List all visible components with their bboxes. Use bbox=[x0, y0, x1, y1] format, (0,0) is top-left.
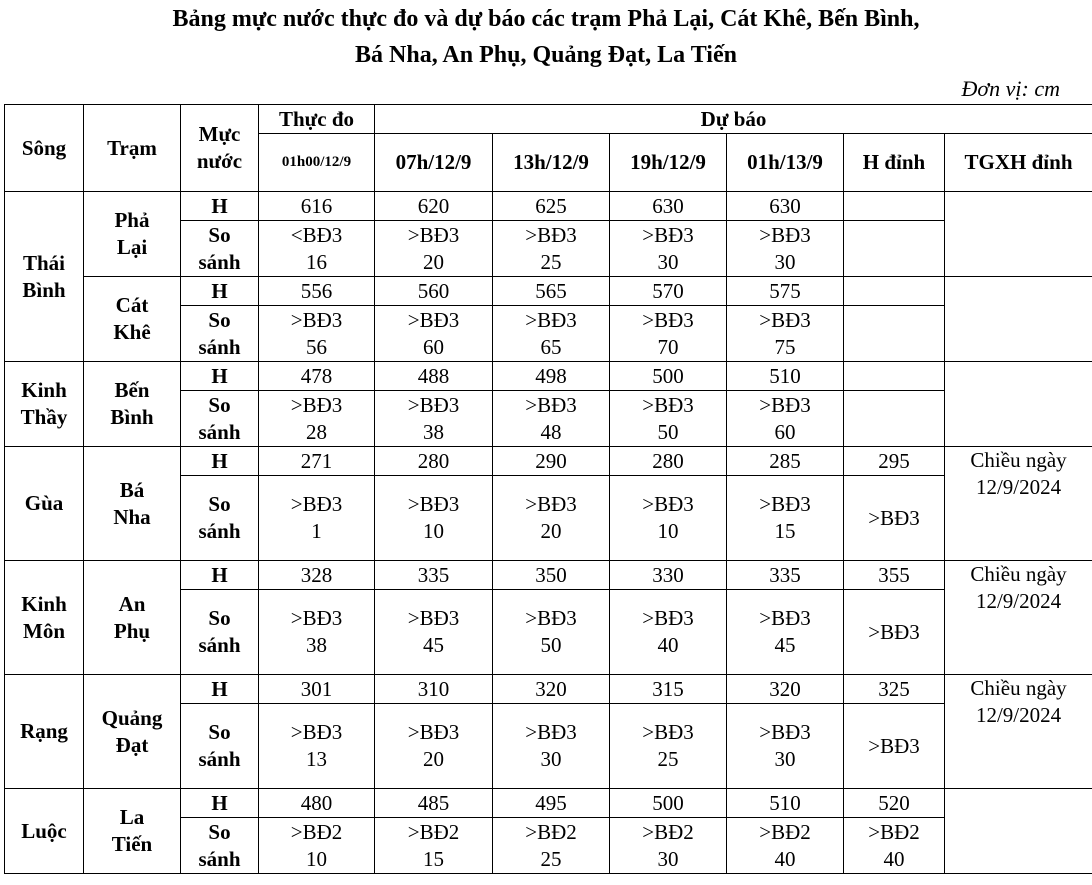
compare-value-line: >BĐ3 bbox=[290, 392, 343, 417]
compare-value-line: >BĐ3 bbox=[290, 492, 343, 516]
compare-value-line: >BĐ3 bbox=[407, 307, 460, 332]
tgxh-value bbox=[945, 789, 1092, 874]
compare-value-line: >BĐ2 bbox=[407, 819, 460, 844]
tgxh-value bbox=[945, 675, 1092, 789]
label-h: H bbox=[181, 192, 259, 221]
station-name-line: Cát bbox=[115, 293, 149, 317]
tgxh-line: Chiều ngày bbox=[970, 676, 1067, 700]
compare-value-line: 60 bbox=[423, 334, 444, 359]
river-name-line: Kinh bbox=[21, 378, 67, 402]
river-name bbox=[5, 561, 84, 675]
header-time-3: 19h/12/9 bbox=[610, 134, 727, 192]
station-name-line: Bá bbox=[119, 477, 145, 502]
compare-value bbox=[493, 476, 610, 561]
label-so-sanh-line: So bbox=[208, 222, 231, 247]
compare-dinh-value bbox=[844, 221, 945, 277]
river-name-line: Thái bbox=[22, 250, 66, 275]
h-value: 630 bbox=[610, 192, 727, 221]
h-value: 570 bbox=[610, 277, 727, 306]
compare-value-line: 1 bbox=[311, 519, 322, 543]
label-so-sanh-line: sánh bbox=[198, 633, 241, 657]
h-value: 480 bbox=[259, 789, 375, 818]
compare-value bbox=[493, 590, 610, 675]
h-value: 335 bbox=[727, 561, 844, 590]
h-value: 478 bbox=[259, 362, 375, 391]
compare-dinh-value bbox=[844, 391, 945, 447]
label-so-sanh-line: sánh bbox=[198, 846, 241, 871]
compare-value bbox=[259, 391, 375, 447]
h-value: 335 bbox=[375, 561, 493, 590]
table-row bbox=[5, 277, 1092, 306]
compare-value-line: 30 bbox=[540, 747, 562, 771]
h-dinh-value bbox=[844, 362, 945, 391]
compare-value-line: 56 bbox=[306, 334, 327, 359]
compare-value-line: >BĐ3 bbox=[290, 606, 343, 630]
tgxh-line: 12/9/2024 bbox=[975, 703, 1062, 727]
river-name-line: Gùa bbox=[24, 491, 64, 515]
compare-value-line: >BĐ3 bbox=[525, 392, 577, 417]
h-value: 320 bbox=[727, 675, 844, 704]
h-value: 556 bbox=[259, 277, 375, 306]
compare-value-line: >BĐ3 bbox=[759, 307, 811, 332]
label-so-sanh bbox=[181, 704, 259, 789]
header-du-bao: Dự báo bbox=[375, 105, 1092, 134]
h-value: 350 bbox=[493, 561, 610, 590]
h-value: 620 bbox=[375, 192, 493, 221]
table-row bbox=[5, 192, 1092, 221]
h-value: 485 bbox=[375, 789, 493, 818]
compare-value bbox=[727, 391, 844, 447]
compare-value bbox=[727, 221, 844, 277]
compare-value-line: 30 bbox=[774, 747, 796, 771]
label-so-sanh bbox=[181, 590, 259, 675]
compare-value-line: >BĐ3 bbox=[290, 720, 343, 744]
station-name bbox=[84, 447, 181, 561]
compare-value bbox=[727, 476, 844, 561]
compare-value bbox=[493, 704, 610, 789]
h-value: 495 bbox=[493, 789, 610, 818]
tgxh-value bbox=[945, 192, 1092, 277]
compare-value-line: >BĐ2 bbox=[525, 819, 577, 844]
station-name-line: Lại bbox=[116, 235, 148, 259]
compare-value-line: 38 bbox=[306, 633, 327, 657]
river-name-line: Bình bbox=[22, 277, 66, 302]
header-time-4: 01h/13/9 bbox=[727, 134, 844, 192]
river-name-line: Thầy bbox=[20, 405, 68, 429]
h-value: 575 bbox=[727, 277, 844, 306]
compare-value-line: 40 bbox=[774, 846, 796, 871]
tgxh-value bbox=[945, 561, 1092, 675]
label-h: H bbox=[181, 789, 259, 818]
h-value: 510 bbox=[727, 789, 844, 818]
compare-value bbox=[259, 704, 375, 789]
compare-value-line: >BĐ3 bbox=[642, 606, 694, 630]
label-so-sanh-line: sánh bbox=[198, 334, 241, 359]
label-so-sanh-line: So bbox=[208, 307, 231, 332]
station-name bbox=[84, 675, 181, 789]
h-value: 510 bbox=[727, 362, 844, 391]
compare-value bbox=[375, 306, 493, 362]
table-title-line-2: Bá Nha, An Phụ, Quảng Đạt, La Tiến bbox=[355, 42, 737, 68]
tgxh-value bbox=[945, 447, 1092, 561]
label-so-sanh-line: So bbox=[208, 392, 231, 417]
compare-dinh-value: >BĐ3 bbox=[844, 590, 945, 675]
tgxh-line: 12/9/2024 bbox=[975, 475, 1062, 499]
compare-value-line: 38 bbox=[423, 419, 444, 444]
compare-value-line: 25 bbox=[540, 846, 562, 871]
compare-value-line: 30 bbox=[657, 846, 679, 871]
header-tgxh-dinh: TGXH đỉnh bbox=[945, 134, 1092, 192]
h-value: 271 bbox=[259, 447, 375, 476]
station-name-line: Bến bbox=[114, 378, 150, 402]
compare-value bbox=[259, 590, 375, 675]
compare-value-line: 50 bbox=[657, 419, 679, 444]
label-so-sanh bbox=[181, 391, 259, 447]
h-dinh-value bbox=[844, 192, 945, 221]
compare-value-line: 28 bbox=[306, 419, 327, 444]
station-name-line: Đạt bbox=[115, 732, 149, 757]
label-so-sanh-line: So bbox=[208, 492, 231, 516]
label-so-sanh bbox=[181, 476, 259, 561]
compare-value bbox=[727, 704, 844, 789]
compare-value bbox=[375, 704, 493, 789]
table-row bbox=[5, 789, 1092, 818]
table-row bbox=[5, 447, 1092, 476]
tgxh-line: 12/9/2024 bbox=[975, 589, 1062, 613]
compare-value bbox=[493, 221, 610, 277]
header-muc-nuoc: Mực nước bbox=[181, 105, 259, 192]
compare-value bbox=[610, 476, 727, 561]
compare-value-line: >BĐ3 bbox=[407, 222, 460, 247]
compare-value bbox=[375, 391, 493, 447]
compare-value-line: >BĐ3 bbox=[642, 222, 694, 247]
compare-value-line: 50 bbox=[540, 633, 562, 657]
compare-value bbox=[259, 476, 375, 561]
header-row-1 bbox=[5, 105, 1092, 134]
table-body bbox=[5, 192, 1092, 874]
compare-value bbox=[610, 221, 727, 277]
h-dinh-value: 325 bbox=[844, 675, 945, 704]
compare-value-line: >BĐ3 bbox=[759, 222, 811, 247]
label-h: H bbox=[181, 675, 259, 704]
h-value: 315 bbox=[610, 675, 727, 704]
label-so-sanh-line: So bbox=[208, 606, 231, 630]
station-name bbox=[84, 192, 181, 277]
compare-value bbox=[610, 306, 727, 362]
river-name bbox=[5, 362, 84, 447]
h-value: 488 bbox=[375, 362, 493, 391]
h-value: 498 bbox=[493, 362, 610, 391]
compare-value-line: >BĐ3 bbox=[525, 606, 577, 630]
tgxh-value bbox=[945, 277, 1092, 362]
compare-value-line: 20 bbox=[540, 519, 562, 543]
compare-dinh-line: 40 bbox=[883, 846, 905, 871]
compare-value-line: >BĐ3 bbox=[642, 307, 694, 332]
river-name-line: Rạng bbox=[20, 719, 68, 743]
compare-value-line: >BĐ3 bbox=[759, 606, 811, 630]
compare-value-line: 45 bbox=[423, 633, 444, 657]
station-name-line: Khê bbox=[113, 320, 151, 344]
compare-dinh-value: >BĐ3 bbox=[844, 704, 945, 789]
compare-value-line: 16 bbox=[306, 249, 327, 274]
station-name bbox=[84, 789, 181, 874]
compare-value-line: 70 bbox=[657, 334, 679, 359]
compare-value-line: 20 bbox=[423, 249, 444, 274]
h-value: 560 bbox=[375, 277, 493, 306]
h-value: 280 bbox=[375, 447, 493, 476]
compare-value bbox=[375, 818, 493, 874]
compare-value-line: >BĐ3 bbox=[290, 307, 343, 332]
tgxh-value bbox=[945, 362, 1092, 447]
compare-value-line: >BĐ2 bbox=[290, 819, 343, 844]
label-so-sanh-line: So bbox=[208, 819, 231, 844]
compare-value bbox=[610, 391, 727, 447]
compare-value-line: 40 bbox=[657, 633, 679, 657]
table-row bbox=[5, 362, 1092, 391]
station-name-line: Quảng bbox=[101, 705, 163, 730]
compare-value bbox=[727, 590, 844, 675]
compare-value-line: 60 bbox=[774, 419, 796, 444]
label-h: H bbox=[181, 277, 259, 306]
unit-label: Đơn vị: cm bbox=[961, 76, 1060, 101]
header-thuc-do: Thực đo bbox=[259, 105, 375, 134]
compare-value bbox=[259, 221, 375, 277]
table-row bbox=[5, 675, 1092, 704]
h-value: 630 bbox=[727, 192, 844, 221]
compare-value-line: <BĐ3 bbox=[290, 222, 343, 247]
compare-value bbox=[375, 590, 493, 675]
compare-dinh-value bbox=[844, 306, 945, 362]
label-so-sanh bbox=[181, 818, 259, 874]
h-value: 328 bbox=[259, 561, 375, 590]
compare-value bbox=[493, 391, 610, 447]
compare-value-line: >BĐ3 bbox=[642, 392, 694, 417]
compare-value-line: 10 bbox=[306, 846, 327, 871]
river-name bbox=[5, 192, 84, 362]
compare-value-line: >BĐ3 bbox=[525, 720, 577, 744]
h-value: 330 bbox=[610, 561, 727, 590]
compare-value-line: 75 bbox=[774, 334, 796, 359]
h-value: 320 bbox=[493, 675, 610, 704]
compare-value bbox=[259, 818, 375, 874]
compare-value bbox=[610, 704, 727, 789]
compare-value bbox=[610, 590, 727, 675]
compare-value-line: >BĐ3 bbox=[642, 720, 694, 744]
compare-value-line: >BĐ3 bbox=[407, 392, 460, 417]
label-so-sanh-line: sánh bbox=[198, 419, 241, 444]
h-dinh-value: 520 bbox=[844, 789, 945, 818]
h-value: 500 bbox=[610, 362, 727, 391]
compare-value-line: >BĐ3 bbox=[407, 492, 460, 516]
h-value: 616 bbox=[259, 192, 375, 221]
compare-value-line: 48 bbox=[540, 419, 562, 444]
compare-value-line: 10 bbox=[423, 519, 444, 543]
h-value: 625 bbox=[493, 192, 610, 221]
header-h-dinh: H đỉnh bbox=[844, 134, 945, 192]
compare-value-line: 15 bbox=[774, 519, 796, 543]
compare-value-line: >BĐ3 bbox=[407, 720, 460, 744]
river-name bbox=[5, 447, 84, 561]
compare-value bbox=[375, 476, 493, 561]
h-value: 310 bbox=[375, 675, 493, 704]
compare-value-line: 15 bbox=[423, 846, 444, 871]
compare-value bbox=[375, 221, 493, 277]
compare-value-line: 13 bbox=[306, 747, 327, 771]
compare-value-line: >BĐ3 bbox=[525, 307, 577, 332]
station-name bbox=[84, 561, 181, 675]
label-so-sanh-line: sánh bbox=[198, 747, 241, 771]
header-song: Sông bbox=[5, 105, 84, 192]
label-h: H bbox=[181, 362, 259, 391]
water-level-table bbox=[4, 104, 1092, 874]
label-so-sanh-line: sánh bbox=[198, 519, 241, 543]
station-name-line: Nha bbox=[113, 504, 151, 529]
compare-value-line: >BĐ2 bbox=[759, 819, 811, 844]
river-name-line: Luộc bbox=[21, 818, 67, 843]
compare-value-line: 30 bbox=[657, 249, 679, 274]
station-name-line: Tiến bbox=[111, 832, 153, 856]
header-tram: Trạm bbox=[84, 105, 181, 192]
label-so-sanh bbox=[181, 306, 259, 362]
compare-dinh-line: >BĐ2 bbox=[868, 819, 920, 844]
river-name-line: Kinh bbox=[21, 591, 67, 616]
label-h: H bbox=[181, 561, 259, 590]
label-so-sanh-line: sánh bbox=[198, 249, 241, 274]
tgxh-line: Chiều ngày bbox=[970, 562, 1067, 586]
label-so-sanh bbox=[181, 221, 259, 277]
compare-value-line: >BĐ3 bbox=[759, 492, 811, 516]
compare-dinh-value: >BĐ3 bbox=[844, 476, 945, 561]
station-name bbox=[84, 362, 181, 447]
station-name-line: Phụ bbox=[113, 618, 151, 643]
h-value: 301 bbox=[259, 675, 375, 704]
river-name bbox=[5, 789, 84, 874]
table-row bbox=[5, 561, 1092, 590]
header-time-1: 07h/12/9 bbox=[375, 134, 493, 192]
station-name-line: An bbox=[118, 591, 146, 616]
compare-value-line: >BĐ3 bbox=[759, 720, 811, 744]
compare-value bbox=[259, 306, 375, 362]
compare-value-line: 30 bbox=[774, 249, 796, 274]
river-name-line: Môn bbox=[23, 618, 65, 643]
compare-value bbox=[727, 306, 844, 362]
compare-value-line: >BĐ3 bbox=[642, 492, 694, 516]
compare-value-line: 45 bbox=[774, 633, 796, 657]
h-dinh-value bbox=[844, 277, 945, 306]
label-h: H bbox=[181, 447, 259, 476]
compare-value-line: 65 bbox=[540, 334, 562, 359]
compare-value bbox=[610, 818, 727, 874]
river-name bbox=[5, 675, 84, 789]
compare-value-line: 25 bbox=[657, 747, 679, 771]
compare-value bbox=[727, 818, 844, 874]
h-value: 565 bbox=[493, 277, 610, 306]
compare-value-line: 25 bbox=[540, 249, 562, 274]
compare-value-line: 10 bbox=[657, 519, 679, 543]
h-dinh-value: 295 bbox=[844, 447, 945, 476]
h-dinh-value: 355 bbox=[844, 561, 945, 590]
station-name-line: La bbox=[119, 805, 145, 829]
compare-value-line: 20 bbox=[423, 747, 444, 771]
compare-value bbox=[493, 306, 610, 362]
h-value: 285 bbox=[727, 447, 844, 476]
compare-dinh-value bbox=[844, 818, 945, 874]
station-name-line: Bình bbox=[110, 405, 154, 429]
compare-value-line: >BĐ3 bbox=[407, 606, 460, 630]
compare-value-line: >BĐ2 bbox=[642, 819, 694, 844]
h-value: 280 bbox=[610, 447, 727, 476]
compare-value-line: >BĐ3 bbox=[525, 492, 577, 516]
h-value: 500 bbox=[610, 789, 727, 818]
h-value: 290 bbox=[493, 447, 610, 476]
table-title-line-1: Bảng mực nước thực đo và dự báo các trạm Phả Lại, Cát Khê, Bến Bình, bbox=[172, 6, 920, 32]
compare-value bbox=[493, 818, 610, 874]
header-time-observed: 01h00/12/9 bbox=[259, 134, 375, 192]
label-so-sanh-line: So bbox=[208, 720, 231, 744]
tgxh-line: Chiều ngày bbox=[970, 448, 1067, 472]
station-name bbox=[84, 277, 181, 362]
station-name-line: Phả bbox=[114, 208, 150, 232]
header-time-2: 13h/12/9 bbox=[493, 134, 610, 192]
compare-value-line: >BĐ3 bbox=[525, 222, 577, 247]
compare-value-line: >BĐ3 bbox=[759, 392, 811, 417]
